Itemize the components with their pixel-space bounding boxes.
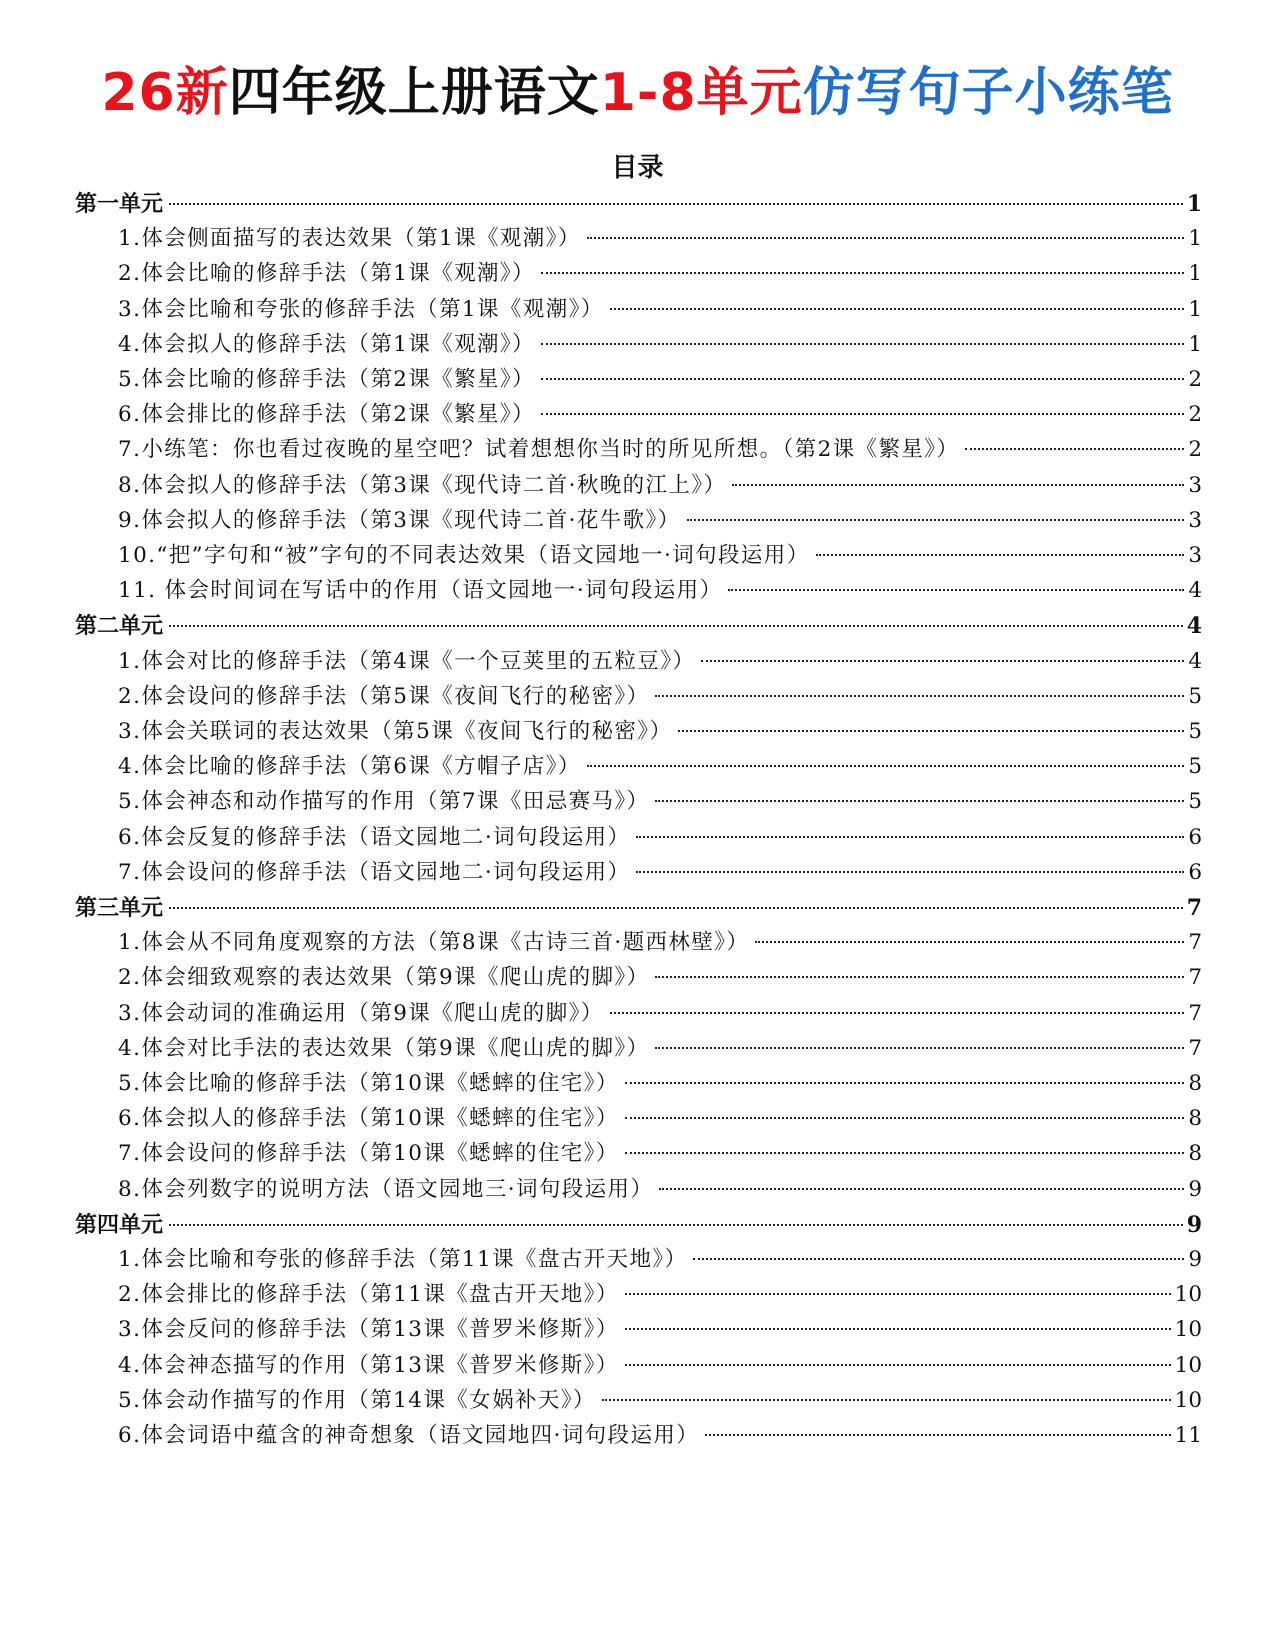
toc-item[interactable] bbox=[118, 362, 1202, 398]
dot-leader bbox=[625, 1152, 1185, 1154]
dot-leader bbox=[610, 1012, 1185, 1014]
toc-item[interactable] bbox=[118, 292, 1202, 328]
toc-item[interactable] bbox=[118, 714, 1202, 750]
toc-page-number: 2 bbox=[1188, 402, 1202, 427]
toc-item[interactable] bbox=[118, 1066, 1202, 1102]
toc-entry-text: 4.体会拟人的修辞手法（第1课《观潮》） bbox=[118, 332, 535, 357]
toc-item[interactable] bbox=[118, 749, 1202, 785]
toc-item[interactable] bbox=[118, 784, 1202, 820]
toc-entry-text: 1.体会从不同角度观察的方法（第8课《古诗三首·题西林壁》） bbox=[118, 930, 750, 955]
toc-item[interactable] bbox=[118, 996, 1202, 1032]
toc-entry-text: 4.体会对比手法的表达效果（第9课《爬山虎的脚》） bbox=[118, 1036, 650, 1061]
toc-entry-text: 1.体会比喻和夸张的修辞手法（第11课《盘古开天地》） bbox=[118, 1247, 688, 1272]
toc-page-number: 11 bbox=[1174, 1423, 1202, 1448]
toc-page-number: 9 bbox=[1188, 1247, 1202, 1272]
toc-page-number: 1 bbox=[1188, 261, 1202, 286]
toc-entry-text: 7.体会设问的修辞手法（语文园地二·词句段运用） bbox=[118, 860, 631, 885]
toc-item[interactable] bbox=[118, 573, 1202, 609]
toc-item[interactable] bbox=[118, 221, 1202, 257]
toc-entry-text: 3.体会动词的准确运用（第9课《爬山虎的脚》） bbox=[118, 1001, 604, 1026]
dot-leader bbox=[625, 1328, 1171, 1330]
toc-item[interactable] bbox=[118, 397, 1202, 433]
toc-item[interactable] bbox=[118, 679, 1202, 715]
toc-entry-text: 1.体会侧面描写的表达效果（第1课《观潮》） bbox=[118, 226, 581, 251]
toc-item[interactable] bbox=[118, 1383, 1202, 1419]
toc-entry-text: 2.体会设问的修辞手法（第5课《夜间飞行的秘密》） bbox=[118, 684, 650, 709]
title-part-black: 四年级上册语文 bbox=[228, 63, 600, 123]
toc-page-number: 5 bbox=[1188, 719, 1202, 744]
dot-leader bbox=[678, 730, 1184, 732]
toc-page-number: 1 bbox=[1188, 332, 1202, 357]
dot-leader bbox=[169, 625, 1183, 627]
dot-leader bbox=[625, 1364, 1171, 1366]
toc-item[interactable] bbox=[118, 1348, 1202, 1384]
toc-page-number: 5 bbox=[1188, 684, 1202, 709]
toc-entry-text: 第一单元 bbox=[75, 191, 164, 217]
toc-item[interactable] bbox=[118, 327, 1202, 363]
toc-entry-text: 4.体会比喻的修辞手法（第6课《方帽子店》） bbox=[118, 754, 581, 779]
dot-leader bbox=[732, 484, 1184, 486]
dot-leader bbox=[655, 800, 1184, 802]
toc-page-number: 4 bbox=[1188, 649, 1202, 674]
toc-item[interactable] bbox=[118, 1136, 1202, 1172]
toc-item[interactable] bbox=[118, 855, 1202, 891]
toc-page-number: 7 bbox=[1186, 895, 1202, 921]
toc-item[interactable] bbox=[118, 1101, 1202, 1137]
toc-page-number: 7 bbox=[1188, 1036, 1202, 1061]
toc-page-number: 9 bbox=[1188, 1177, 1202, 1202]
toc-page-number: 4 bbox=[1188, 578, 1202, 603]
toc-page-number: 2 bbox=[1188, 367, 1202, 392]
toc-page-number: 8 bbox=[1188, 1106, 1202, 1131]
toc-entry-text: 8.体会拟人的修辞手法（第3课《现代诗二首·秋晚的江上》） bbox=[118, 473, 727, 498]
toc-page-number: 5 bbox=[1188, 789, 1202, 814]
toc-entry-text: 第二单元 bbox=[75, 613, 164, 639]
dot-leader bbox=[655, 695, 1184, 697]
toc-item[interactable] bbox=[118, 960, 1202, 996]
toc-unit-heading[interactable] bbox=[75, 608, 1202, 644]
toc-entry-text: 8.体会列数字的说明方法（语文园地三·词句段运用） bbox=[118, 1177, 654, 1202]
toc-entry-text: 5.体会神态和动作描写的作用（第7课《田忌赛马》） bbox=[118, 789, 650, 814]
toc-entry-text: 6.体会反复的修辞手法（语文园地二·词句段运用） bbox=[118, 825, 631, 850]
toc-entry-text: 3.体会反问的修辞手法（第13课《普罗米修斯》） bbox=[118, 1317, 619, 1342]
dot-leader bbox=[687, 519, 1185, 521]
toc-entry-text: 7.体会设问的修辞手法（第10课《蟋蟀的住宅》） bbox=[118, 1141, 619, 1166]
dot-leader bbox=[636, 836, 1184, 838]
dot-leader bbox=[705, 1434, 1170, 1436]
toc-page-number: 10 bbox=[1174, 1353, 1202, 1378]
toc-entry-text: 3.体会比喻和夸张的修辞手法（第1课《观潮》） bbox=[118, 297, 604, 322]
dot-leader bbox=[701, 660, 1184, 662]
dot-leader bbox=[602, 1399, 1171, 1401]
dot-leader bbox=[693, 1258, 1184, 1260]
dot-leader bbox=[541, 413, 1184, 415]
toc-page-number: 6 bbox=[1188, 825, 1202, 850]
dot-leader bbox=[625, 1117, 1185, 1119]
toc-entry-text: 1.体会对比的修辞手法（第4课《一个豆荚里的五粒豆》） bbox=[118, 649, 696, 674]
toc-item[interactable] bbox=[118, 1277, 1202, 1313]
toc-page-number: 9 bbox=[1186, 1212, 1202, 1238]
toc-entry-text: 5.体会动作描写的作用（第14课《女娲补天》） bbox=[118, 1388, 596, 1413]
toc-page-number: 7 bbox=[1188, 1001, 1202, 1026]
dot-leader bbox=[655, 976, 1184, 978]
toc-item[interactable] bbox=[118, 538, 1202, 574]
toc-entry-text: 5.体会比喻的修辞手法（第2课《繁星》） bbox=[118, 367, 535, 392]
toc-entry-text: 6.体会词语中蕴含的神奇想象（语文园地四·词句段运用） bbox=[118, 1423, 700, 1448]
toc-item[interactable] bbox=[118, 1172, 1202, 1208]
dot-leader bbox=[587, 237, 1185, 239]
toc-item[interactable] bbox=[118, 432, 1202, 468]
dot-leader bbox=[610, 308, 1185, 310]
toc-unit-heading[interactable] bbox=[75, 1207, 1202, 1243]
toc-item[interactable] bbox=[118, 1031, 1202, 1067]
toc-entry-text: 第三单元 bbox=[75, 895, 164, 921]
dot-leader bbox=[625, 1082, 1185, 1084]
toc-entry-text: 10.“把”字句和“被”字句的不同表达效果（语文园地一·词句段运用） bbox=[118, 543, 810, 568]
toc-entry-text: 4.体会神态描写的作用（第13课《普罗米修斯》） bbox=[118, 1353, 619, 1378]
toc-page-number: 8 bbox=[1188, 1141, 1202, 1166]
toc-page-number: 5 bbox=[1188, 754, 1202, 779]
toc-page-number: 3 bbox=[1188, 543, 1202, 568]
dot-leader bbox=[965, 448, 1184, 450]
dot-leader bbox=[755, 941, 1184, 943]
dot-leader bbox=[655, 1047, 1184, 1049]
toc-item[interactable] bbox=[118, 644, 1202, 680]
toc-entry-text: 11. 体会时间词在写话中的作用（语文园地一·词句段运用） bbox=[118, 578, 723, 603]
dot-leader bbox=[169, 203, 1183, 205]
toc-item[interactable] bbox=[118, 1242, 1202, 1278]
toc-page-number: 1 bbox=[1188, 297, 1202, 322]
toc-entry-text: 9.体会拟人的修辞手法（第3课《现代诗二首·花牛歌》） bbox=[118, 508, 681, 533]
toc-entry-text: 6.体会拟人的修辞手法（第10课《蟋蟀的住宅》） bbox=[118, 1106, 619, 1131]
toc-entry-text: 2.体会细致观察的表达效果（第9课《爬山虎的脚》） bbox=[118, 965, 650, 990]
title-part-blue: 仿写句子小练笔 bbox=[802, 63, 1174, 123]
dot-leader bbox=[587, 765, 1185, 767]
toc-page-number: 1 bbox=[1186, 191, 1202, 217]
title-part-red-1: 26新 bbox=[101, 63, 229, 123]
toc-page-number: 8 bbox=[1188, 1071, 1202, 1096]
dot-leader bbox=[541, 378, 1184, 380]
toc-page-number: 10 bbox=[1174, 1317, 1202, 1342]
toc-page-number: 7 bbox=[1188, 965, 1202, 990]
dot-leader bbox=[169, 1224, 1183, 1226]
toc-page-number: 3 bbox=[1188, 508, 1202, 533]
toc-entry-text: 2.体会比喻的修辞手法（第1课《观潮》） bbox=[118, 261, 535, 286]
dot-leader bbox=[816, 554, 1185, 556]
toc-item[interactable] bbox=[118, 820, 1202, 856]
toc-entry-text: 7.小练笔：你也看过夜晚的星空吧？试着想想你当时的所见所想。（第2课《繁星》） bbox=[118, 437, 960, 462]
toc-entry-text: 第四单元 bbox=[75, 1212, 164, 1238]
toc-entry-text: 5.体会比喻的修辞手法（第10课《蟋蟀的住宅》） bbox=[118, 1071, 619, 1096]
toc-page-number: 3 bbox=[1188, 473, 1202, 498]
page-title bbox=[0, 58, 1275, 128]
dot-leader bbox=[728, 589, 1184, 591]
toc-item[interactable] bbox=[118, 468, 1202, 504]
toc-page-number: 2 bbox=[1188, 437, 1202, 462]
dot-leader bbox=[541, 272, 1184, 274]
toc-item[interactable] bbox=[118, 925, 1202, 961]
title-part-red-2: 1-8单元 bbox=[599, 63, 803, 123]
toc-entry-text: 6.体会排比的修辞手法（第2课《繁星》） bbox=[118, 402, 535, 427]
toc-unit-heading[interactable] bbox=[75, 890, 1202, 926]
toc-item[interactable] bbox=[118, 256, 1202, 292]
dot-leader bbox=[541, 343, 1184, 345]
toc-page-number: 6 bbox=[1188, 860, 1202, 885]
toc-unit-heading[interactable] bbox=[75, 186, 1202, 222]
toc-page-number: 7 bbox=[1188, 930, 1202, 955]
toc-heading: 目录 bbox=[611, 153, 664, 183]
dot-leader bbox=[659, 1188, 1184, 1190]
toc-page-number: 4 bbox=[1186, 613, 1202, 639]
dot-leader bbox=[625, 1293, 1171, 1295]
dot-leader bbox=[636, 871, 1184, 873]
toc-entry-text: 2.体会排比的修辞手法（第11课《盘古开天地》） bbox=[118, 1282, 619, 1307]
toc-item[interactable] bbox=[118, 1312, 1202, 1348]
toc-entry-text: 3.体会关联词的表达效果（第5课《夜间飞行的秘密》） bbox=[118, 719, 673, 744]
toc-page-number: 1 bbox=[1188, 226, 1202, 251]
toc-page-number: 10 bbox=[1174, 1282, 1202, 1307]
dot-leader bbox=[169, 907, 1183, 909]
toc-item[interactable] bbox=[118, 1418, 1202, 1454]
toc-item[interactable] bbox=[118, 503, 1202, 539]
toc-page-number: 10 bbox=[1174, 1388, 1202, 1413]
